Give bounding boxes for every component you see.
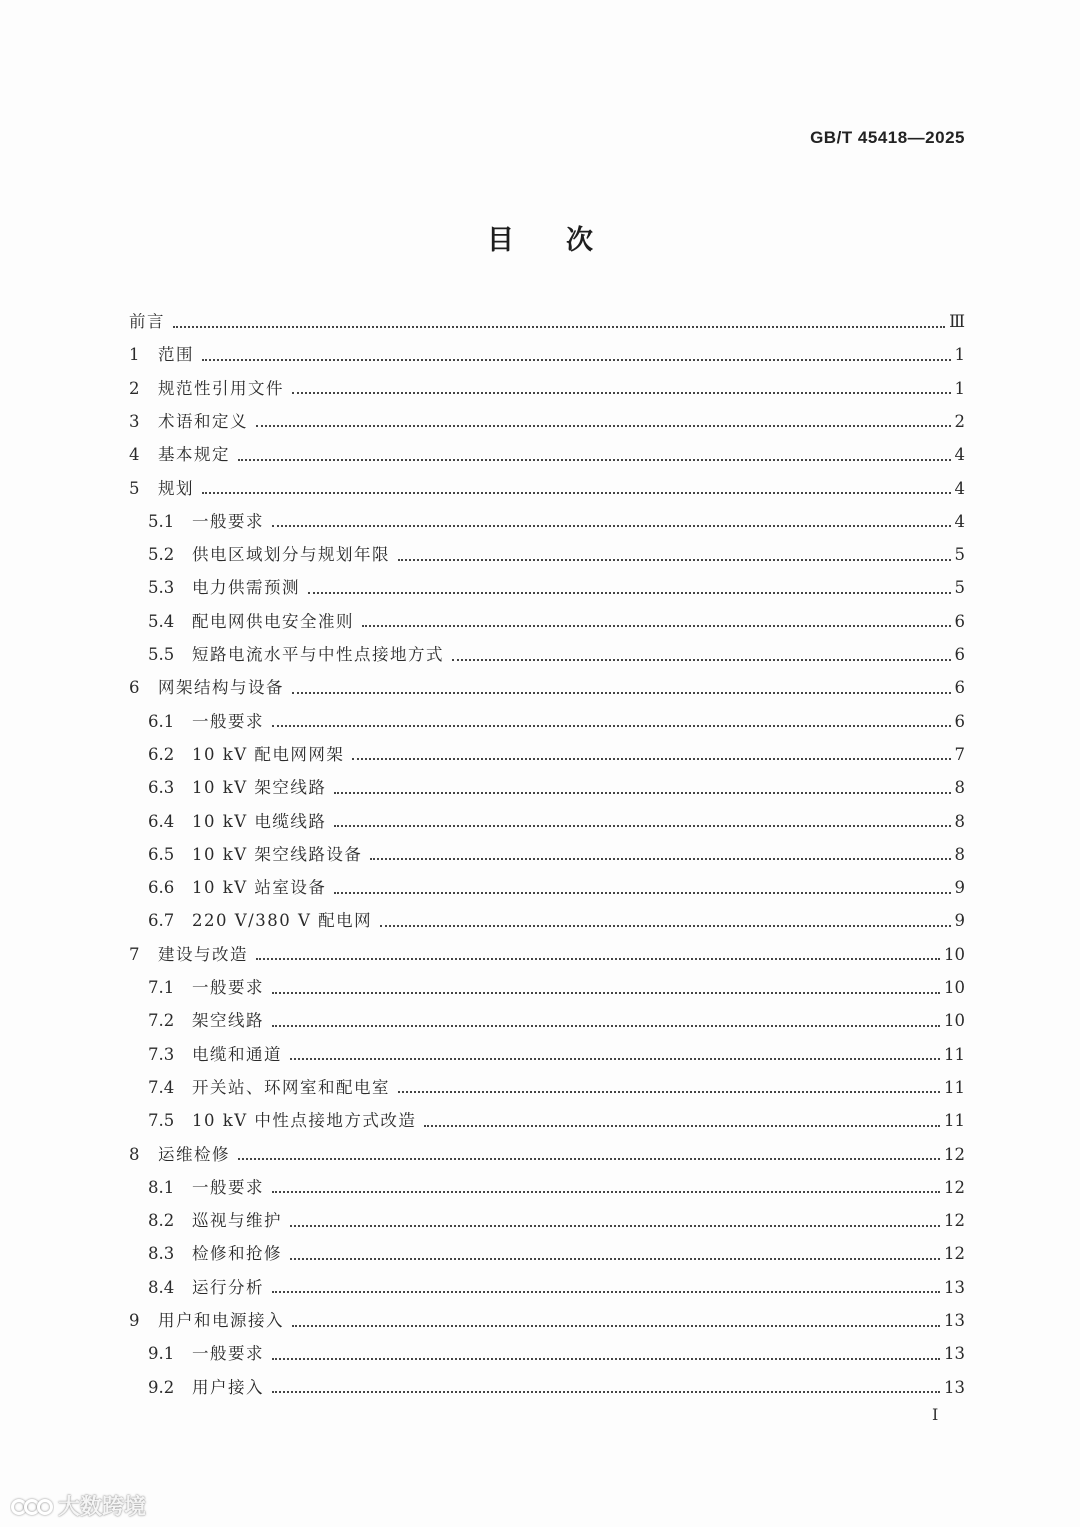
toc-entry[interactable] (148, 1038, 965, 1071)
toc-entry[interactable] (148, 738, 965, 771)
toc-entry[interactable] (129, 405, 965, 438)
dot-leader (362, 625, 951, 627)
toc-entry-number: 6.2 (148, 744, 175, 764)
toc-entry[interactable] (129, 305, 965, 338)
toc-entry-title: 基本规定 (158, 445, 230, 465)
toc-entry-title: 10 kV 架空线路 (192, 778, 327, 798)
toc-entry[interactable] (148, 1237, 965, 1270)
toc-entry-page: 6 (954, 645, 965, 664)
dot-leader (290, 1225, 940, 1227)
toc-entry-number: 8 (129, 1144, 140, 1164)
toc-entry-title: 电力供需预测 (192, 578, 300, 598)
toc-entry-title: 220 V/380 V 配电网 (192, 911, 373, 931)
dot-leader (290, 1058, 940, 1060)
toc-entry-title: 建设与改造 (158, 944, 248, 964)
toc-entry-title: 运维检修 (158, 1144, 230, 1164)
toc-entry[interactable] (148, 538, 965, 571)
toc-entry[interactable] (129, 438, 965, 471)
dot-leader (256, 425, 951, 427)
dot-leader (272, 1291, 940, 1293)
toc-entry[interactable] (129, 938, 965, 971)
toc-entry[interactable] (148, 705, 965, 738)
toc-entry-number: 5.4 (148, 611, 175, 631)
toc-entry[interactable] (148, 571, 965, 604)
watermark-logo-icon (10, 1493, 54, 1519)
toc-entry-page: 8 (954, 844, 965, 864)
toc-entry-page: 6 (954, 711, 965, 731)
toc-entry-page: 12 (944, 1144, 965, 1164)
toc-entry-title: 范围 (158, 345, 194, 365)
toc-entry[interactable] (148, 838, 965, 871)
toc-entry[interactable] (148, 605, 965, 638)
page-number: I (932, 1405, 939, 1424)
toc-entry[interactable] (148, 1004, 965, 1037)
toc-entry-number: 7.4 (148, 1077, 175, 1097)
toc-entry-page: 1 (954, 378, 965, 398)
toc-entry-title: 配电网供电安全准则 (192, 611, 354, 631)
toc-entry-title: 10 kV 电缆线路 (192, 811, 327, 831)
toc-entry-title: 一般要求 (192, 978, 264, 997)
toc-entry-number: 6.5 (148, 844, 175, 864)
toc-entry-page: Ⅲ (949, 312, 965, 331)
toc-entry-title: 运行分析 (192, 1277, 264, 1297)
toc-entry[interactable] (148, 805, 965, 838)
toc-entry[interactable] (148, 904, 965, 937)
toc-entry-number: 9.1 (148, 1344, 175, 1364)
toc-entry[interactable] (148, 1204, 965, 1237)
toc-entry-title: 用户接入 (192, 1377, 264, 1397)
toc-entry[interactable] (129, 338, 965, 371)
toc-entry-number: 6.1 (148, 711, 175, 731)
toc-entry-number: 1 (129, 345, 140, 365)
toc-entry-page: 6 (954, 611, 965, 631)
dot-leader (272, 525, 951, 527)
toc-entry-page: 10 (944, 1011, 965, 1031)
toc-entry[interactable] (148, 1104, 965, 1137)
toc-entry-title: 电缆和通道 (192, 1044, 282, 1064)
standard-number: GB/T 45418—2025 (810, 128, 965, 147)
dot-leader (452, 659, 951, 661)
toc-entry-page: 13 (944, 1277, 965, 1297)
toc-entry-page: 11 (944, 1111, 965, 1131)
dot-leader (290, 1258, 940, 1260)
watermark-text: 大数跨境 (58, 1495, 147, 1520)
toc-entry-page: 13 (944, 1344, 965, 1364)
toc-entry-number: 3 (129, 411, 140, 431)
toc-entry-title: 10 kV 架空线路设备 (192, 844, 363, 864)
toc-entry-title: 10 kV 中性点接地方式改造 (192, 1111, 417, 1131)
toc-entry[interactable] (129, 372, 965, 405)
dot-leader (380, 925, 950, 927)
toc-entry-page: 5 (954, 545, 965, 565)
toc-entry-number: 9 (129, 1311, 140, 1330)
toc-entry[interactable] (148, 971, 965, 1004)
dot-leader (272, 1358, 940, 1360)
toc-entry-title: 前言 (129, 312, 165, 331)
dot-leader (352, 758, 950, 760)
dot-leader (272, 992, 940, 994)
dot-leader (202, 492, 951, 494)
toc-entry-number: 6.4 (148, 811, 175, 831)
dot-leader (272, 725, 951, 727)
toc-entry-page: 11 (944, 1044, 965, 1064)
toc-entry-page: 9 (954, 911, 965, 931)
toc-entry-title: 一般要求 (192, 711, 264, 731)
toc-entry-title: 10 kV 配电网网架 (192, 744, 345, 764)
watermark (10, 1490, 146, 1521)
toc-entry-page: 1 (954, 345, 965, 365)
toc-entry-title: 检修和抢修 (192, 1244, 282, 1264)
dot-leader (308, 592, 951, 594)
toc-entry-page: 13 (944, 1377, 965, 1397)
toc-entry-number: 9.2 (148, 1377, 175, 1397)
dot-leader (256, 958, 940, 960)
toc-entry[interactable] (148, 505, 965, 538)
toc-entry-number: 7.2 (148, 1011, 175, 1031)
toc-entry-title: 术语和定义 (158, 411, 248, 431)
dot-leader (292, 1325, 940, 1327)
dot-leader (292, 692, 951, 694)
toc-entry-page: 9 (954, 878, 965, 898)
toc-entry-number: 4 (129, 445, 140, 465)
toc-entry[interactable] (148, 638, 965, 671)
toc-entry-number: 5.2 (148, 545, 175, 565)
toc-entry-number: 2 (129, 378, 140, 398)
toc-entry-number: 6.7 (148, 911, 175, 931)
toc-entry-title: 短路电流水平与中性点接地方式 (192, 645, 444, 664)
toc-entry-title: 规范性引用文件 (158, 378, 284, 398)
toc-entry-number: 7.5 (148, 1111, 175, 1131)
toc-entry[interactable] (148, 1337, 965, 1370)
dot-leader (238, 1158, 940, 1160)
toc-entry-number: 8.3 (148, 1244, 175, 1264)
dot-leader (272, 1391, 940, 1393)
toc-entry[interactable] (129, 1138, 965, 1171)
toc-entry-page: 10 (944, 944, 965, 964)
dot-leader (272, 1191, 940, 1193)
toc-entry-title: 10 kV 站室设备 (192, 878, 327, 898)
toc-entry-number: 6.3 (148, 778, 175, 798)
toc-entry-title: 开关站、环网室和配电室 (192, 1077, 390, 1097)
toc-entry[interactable] (148, 1071, 965, 1104)
toc-entry-number: 7 (129, 944, 140, 964)
toc-entry-title: 一般要求 (192, 1177, 264, 1197)
dot-leader (272, 1025, 940, 1027)
toc-entry-title: 网架结构与设备 (158, 678, 284, 698)
toc-entry-title: 一般要求 (192, 511, 264, 531)
toc-entry-number: 7.1 (148, 978, 175, 997)
toc-entry-page: 8 (954, 778, 965, 798)
toc-entry-number: 6.6 (148, 878, 175, 898)
toc-entry-number: 5.5 (148, 645, 175, 664)
toc-entry[interactable] (148, 771, 965, 804)
toc-entry-page: 2 (954, 411, 965, 431)
toc-entry-number: 8.4 (148, 1277, 175, 1297)
dot-leader (398, 1091, 940, 1093)
dot-leader (334, 792, 950, 794)
dot-leader (238, 459, 951, 461)
toc-entry[interactable] (148, 1371, 965, 1404)
toc-entry-title: 巡视与维护 (192, 1211, 282, 1231)
toc-entry-page: 12 (944, 1211, 965, 1231)
toc-entry[interactable] (148, 871, 965, 904)
dot-leader (173, 326, 945, 328)
dot-leader (334, 825, 950, 827)
toc-entry-page: 12 (944, 1177, 965, 1197)
dot-leader (292, 392, 951, 394)
toc-entry-page: 8 (954, 811, 965, 831)
toc-entry-page: 5 (954, 578, 965, 598)
toc-entry-number: 8.1 (148, 1177, 175, 1197)
toc-entry-number: 6 (129, 678, 140, 698)
dot-leader (202, 359, 951, 361)
toc-entry-page: 7 (954, 744, 965, 764)
toc-entry-page: 4 (954, 445, 965, 465)
toc-entry[interactable] (129, 1304, 965, 1337)
toc-entry-title: 架空线路 (192, 1011, 264, 1031)
toc-entry-title: 规划 (158, 478, 194, 498)
toc-entry[interactable] (129, 671, 965, 704)
toc-entry-page: 10 (944, 978, 965, 997)
toc-entry-number: 8.2 (148, 1211, 175, 1231)
dot-leader (370, 858, 950, 860)
toc-entry-page: 4 (954, 511, 965, 531)
toc-entry-number: 5.3 (148, 578, 175, 598)
toc-title: 目次 (487, 225, 645, 256)
toc-entry-number: 5 (129, 478, 140, 498)
toc-entry-page: 13 (944, 1311, 965, 1330)
toc-entry-number: 5.1 (148, 511, 175, 531)
toc-entry[interactable] (148, 1271, 965, 1304)
toc-entry-page: 4 (954, 478, 965, 498)
toc-entry-title: 供电区域划分与规划年限 (192, 545, 390, 565)
dot-leader (424, 1125, 940, 1127)
toc-entry[interactable] (148, 1171, 965, 1204)
toc-entry[interactable] (129, 472, 965, 505)
toc-entry-title: 用户和电源接入 (158, 1311, 284, 1330)
toc-entry-number: 7.3 (148, 1044, 175, 1064)
toc-entry-page: 11 (944, 1077, 965, 1097)
dot-leader (398, 559, 951, 561)
toc-entry-page: 6 (954, 678, 965, 698)
toc-entry-title: 一般要求 (192, 1344, 264, 1364)
dot-leader (334, 892, 950, 894)
toc-entry-page: 12 (944, 1244, 965, 1264)
